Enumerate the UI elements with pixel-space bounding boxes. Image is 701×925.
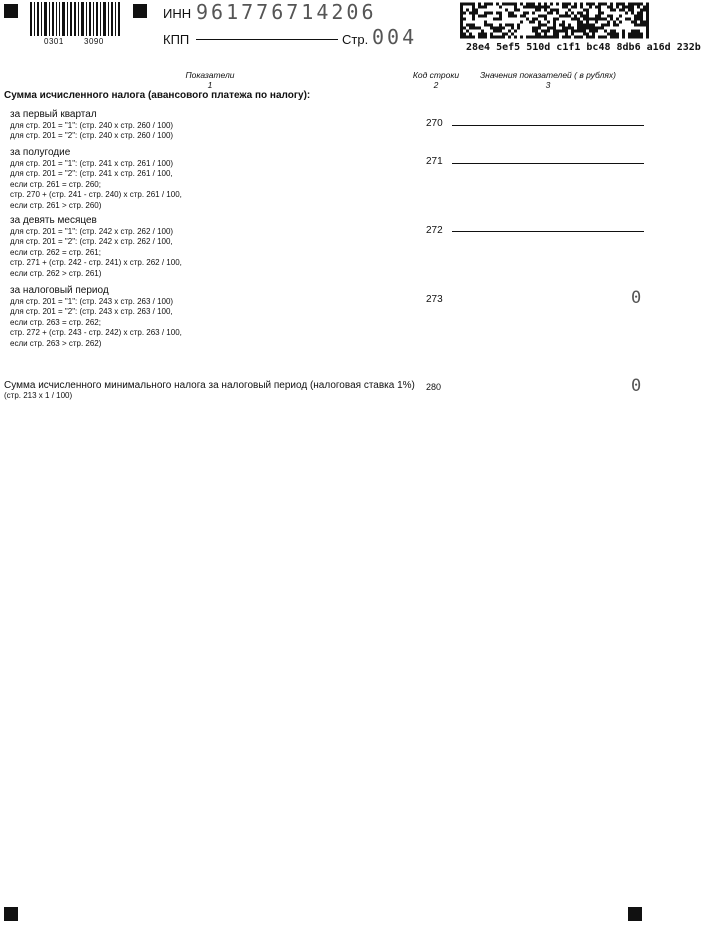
item-tax-period [10,285,182,349]
item-formula-line: для стр. 201 = "1": (стр. 241 х стр. 261 / 100) [10,159,174,168]
item-title: за полугодие [10,147,71,158]
item-first-quarter [10,109,173,142]
column-3-title: Значения показателей ( в рублях) [479,70,617,80]
item-formula-line: для стр. 201 = "2": (стр. 240 х стр. 260 / 100) [10,131,174,141]
page-label: Стр. [342,32,369,47]
item-formula-line: для стр. 201 = "2": (стр. 242 х стр. 262 / 100, [10,237,173,247]
column-header-values [468,70,628,90]
min-tax-formula: (стр. 213 х 1 / 100) [4,391,73,400]
line-code-273: 273 [426,294,443,305]
column-header-line-code [406,70,466,90]
item-title: за налоговый период [10,285,109,296]
item-formula-line: для стр. 201 = "2": (стр. 243 х стр. 263 / 100, [10,307,173,317]
value-field-271[interactable] [452,163,644,164]
item-formula-line: если стр. 261 = стр. 260; [10,179,101,189]
column-1-title: Показатели [185,70,235,80]
corner-marker-bottom-left [4,907,18,921]
corner-marker-bottom-right [628,907,642,921]
item-formula-line: стр. 271 + (стр. 242 - стр. 241) х стр. 262 / 100, [10,258,182,268]
item-formula-line: если стр. 262 = стр. 261; [10,247,101,257]
qr-code-text: 28e4 5ef5 510d c1f1 bc48 8db6 a16d 232b [466,42,701,53]
line-code-271: 271 [426,156,443,167]
inn-value: 961776714206 [196,0,377,24]
item-formula-line: стр. 272 + (стр. 243 - стр. 242) х стр. 263 / 100, [10,328,182,338]
item-minimum-tax [4,380,415,401]
page-number: 004 [372,25,418,49]
value-field-270[interactable] [452,125,644,126]
column-2-title: Код строки [412,70,460,80]
item-title: за первый квартал [10,109,97,120]
value-280[interactable]: 0 [631,376,642,396]
barcode [30,2,122,36]
item-formula-line: для стр. 201 = "1": (стр. 243 х стр. 263 / 100) [10,297,174,306]
line-code-270: 270 [426,118,443,129]
item-formula-line: если стр. 263 = стр. 262; [10,317,101,327]
barcode-right-number: 3090 [84,37,104,46]
min-tax-title: Сумма исчисленного минимального налога за налоговый период (налоговая ставка 1%) [4,380,415,391]
item-formula-line: если стр. 261 > стр. 260) [10,200,102,210]
kpp-label: КПП [163,32,190,47]
barcode-left-number: 0301 [44,37,64,46]
column-2-number: 2 [433,80,439,90]
item-formula-line: для стр. 201 = "1": (стр. 240 х стр. 260 / 100) [10,121,174,130]
column-header-indicators [150,70,270,90]
item-half-year [10,147,182,211]
column-1-number: 1 [207,80,213,90]
line-code-280: 280 [426,382,442,392]
item-formula-line: если стр. 263 > стр. 262) [10,338,102,348]
kpp-value-line [196,39,338,40]
qr-code [460,2,649,39]
line-code-272: 272 [426,225,443,236]
corner-marker-top-mid [133,4,147,18]
item-title: за девять месяцев [10,215,97,226]
item-nine-months [10,215,182,279]
inn-label: ИНН [163,6,192,21]
value-field-272[interactable] [452,231,644,232]
item-formula-line: для стр. 201 = "2": (стр. 241 х стр. 261 / 100, [10,169,173,179]
corner-marker-top-left [4,4,18,18]
section-title: Сумма исчисленного налога (авансового платежа по налогу): [4,90,311,101]
column-3-number: 3 [545,80,551,90]
item-formula-line: для стр. 201 = "1": (стр. 242 х стр. 262 / 100) [10,227,174,236]
item-formula-line: если стр. 262 > стр. 261) [10,268,102,278]
item-formula-line: стр. 270 + (стр. 241 - стр. 240) х стр. 261 / 100, [10,190,182,200]
value-273[interactable]: 0 [631,288,642,308]
